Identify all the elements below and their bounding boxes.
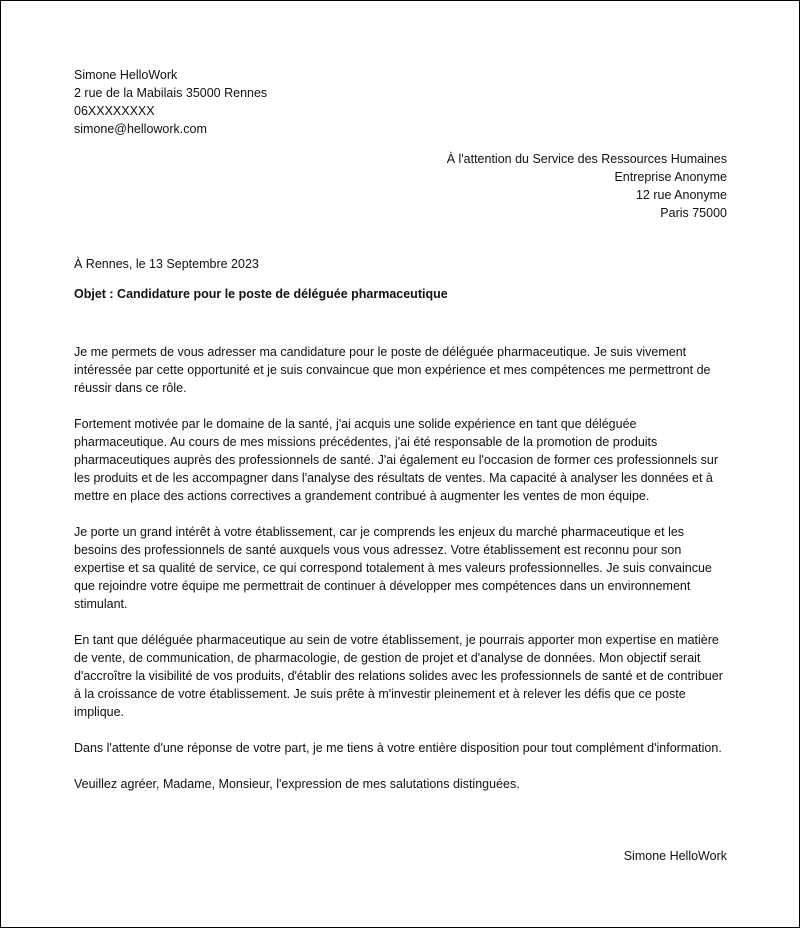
paragraph: Dans l'attente d'une réponse de votre part, je me tiens à votre entière disposition pour tout complément d'information.: [74, 741, 722, 755]
sender-name: Simone HelloWork: [74, 68, 178, 82]
recipient-block: [447, 150, 727, 222]
sender-email: simone@hellowork.com: [74, 122, 207, 136]
paragraph: Fortement motivée par le domaine de la santé, j'ai acquis une solide expérience en tant que déléguée pharmaceutique. Au cours de mes missions précédentes, j'ai été responsable de la promotion de produits pharmaceutiques auprès des professionnels de santé. J'ai également eu l'occasion de former ces professionnels sur les produits et de les accompagner dans l'analyse des résultats de ventes. Ma capacité à analyser les données et à mettre en place des actions correctives a grandement contribué à augmenter les ventes de mon équipe.: [74, 417, 719, 503]
recipient-street: 12 rue Anonyme: [635, 188, 727, 202]
recipient-attention: À l'attention du Service des Ressources Humaines: [446, 152, 727, 166]
sender-phone: 06XXXXXXXX: [74, 104, 155, 118]
sender-block: [74, 66, 267, 138]
paragraph: Je porte un grand intérêt à votre établissement, car je comprends les enjeux du marché pharmaceutique et les besoins des professionnels de santé auxquels vous vous adressez. Votre établissement est reconnu pour son expertise et sa qualité de service, ce qui correspond totalement à mes valeurs professionnelles. Je suis convaincue que rejoindre votre équipe me permettrait de continuer à développer mes compétences dans un environnement stimulant.: [74, 525, 712, 611]
paragraph: Veuillez agréer, Madame, Monsieur, l'expression de mes salutations distinguées.: [74, 777, 520, 791]
paragraph: En tant que déléguée pharmaceutique au sein de votre établissement, je pourrais apporter mon expertise en matière de vente, de communication, de pharmacologie, de gestion de projet et d'analyse de données. Mon objectif serait d'accroître la visibilité de vos produits, d'établir des relations solides avec les professionnels de santé et de contribuer à la croissance de votre établissement. Je suis prête à m'investir pleinement et à relever les défis que ce poste implique.: [74, 633, 723, 719]
paragraph: Je me permets de vous adresser ma candidature pour le poste de déléguée pharmaceutique. Je suis vivement intéressée par cette opportunité et je suis convaincue que mon expérience et mes compétences me permettront de réussir dans ce rôle.: [74, 345, 711, 395]
recipient-city: Paris 75000: [660, 206, 727, 220]
subject-line: Objet : Candidature pour le poste de déléguée pharmaceutique: [74, 287, 448, 301]
letter-body: [74, 343, 730, 811]
sender-address: 2 rue de la Mabilais 35000 Rennes: [74, 86, 268, 100]
signature: Simone HelloWork: [623, 849, 727, 863]
date-line: À Rennes, le 13 Septembre 2023: [74, 257, 259, 271]
recipient-company: Entreprise Anonyme: [614, 170, 727, 184]
